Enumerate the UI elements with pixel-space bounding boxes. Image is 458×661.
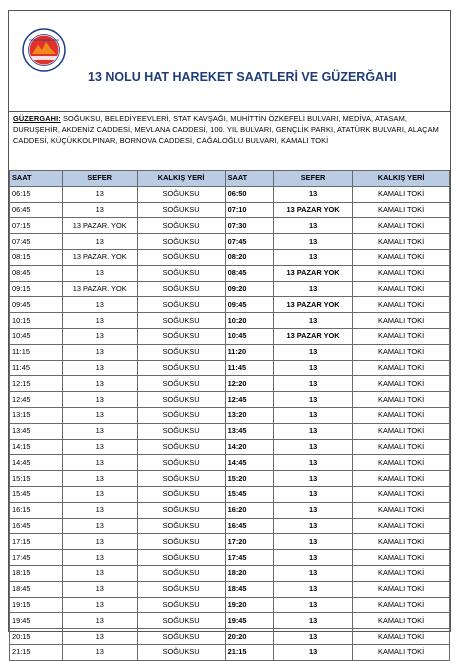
origin-kamali-toki: KAMALI TOKİ <box>353 234 450 250</box>
origin-soguksu: SOĞUKSU <box>137 581 225 597</box>
origin-soguksu: SOĞUKSU <box>137 439 225 455</box>
departure-time-kamali-toki: 09:45 <box>225 297 273 313</box>
table-row <box>10 518 450 534</box>
table-row <box>10 455 450 471</box>
origin-kamali-toki: KAMALI TOKİ <box>353 471 450 487</box>
origin-soguksu: SOĞUKSU <box>137 423 225 439</box>
origin-kamali-toki: KAMALI TOKİ <box>353 439 450 455</box>
trip-soguksu: 13 <box>62 502 137 518</box>
origin-kamali-toki: KAMALI TOKİ <box>353 202 450 218</box>
trip-soguksu: 13 <box>62 613 137 629</box>
departure-time-kamali-toki: 14:45 <box>225 455 273 471</box>
departure-time-soguksu: 21:15 <box>10 644 63 660</box>
departure-time-soguksu: 07:15 <box>10 218 63 234</box>
departure-time-soguksu: 17:45 <box>10 550 63 566</box>
origin-soguksu: SOĞUKSU <box>137 313 225 329</box>
trip-soguksu: 13 <box>62 486 137 502</box>
header-saat-2: SAAT <box>225 171 273 187</box>
trip-soguksu: 13 PAZAR. YOK <box>62 249 137 265</box>
trip-kamali-toki: 13 <box>273 439 352 455</box>
departure-time-kamali-toki: 20:20 <box>225 629 273 645</box>
trip-kamali-toki: 13 <box>273 281 352 297</box>
trip-kamali-toki: 13 <box>273 376 352 392</box>
departure-time-soguksu: 19:15 <box>10 597 63 613</box>
trip-kamali-toki: 13 PAZAR YOK <box>273 297 352 313</box>
origin-kamali-toki: KAMALI TOKİ <box>353 249 450 265</box>
origin-soguksu: SOĞUKSU <box>137 281 225 297</box>
page-title: 13 NOLU HAT HAREKET SAATLERİ VE GÜZERĞAHI <box>88 70 397 84</box>
departure-time-kamali-toki: 12:20 <box>225 376 273 392</box>
departure-time-kamali-toki: 17:45 <box>225 550 273 566</box>
departure-time-soguksu: 08:45 <box>10 265 63 281</box>
departure-time-soguksu: 17:15 <box>10 534 63 550</box>
table-row <box>10 565 450 581</box>
departure-time-kamali-toki: 15:45 <box>225 486 273 502</box>
departure-time-kamali-toki: 08:45 <box>225 265 273 281</box>
table-row <box>10 550 450 566</box>
table-row <box>10 502 450 518</box>
trip-kamali-toki: 13 <box>273 186 352 202</box>
trip-soguksu: 13 <box>62 360 137 376</box>
trip-kamali-toki: 13 <box>273 613 352 629</box>
origin-soguksu: SOĞUKSU <box>137 202 225 218</box>
departure-time-soguksu: 16:15 <box>10 502 63 518</box>
departure-time-kamali-toki: 12:45 <box>225 392 273 408</box>
trip-kamali-toki: 13 PAZAR YOK <box>273 202 352 218</box>
table-row <box>10 328 450 344</box>
header-kalkis-2: KALKIŞ YERİ <box>353 171 450 187</box>
trip-soguksu: 13 <box>62 313 137 329</box>
trip-kamali-toki: 13 <box>273 629 352 645</box>
trip-kamali-toki: 13 <box>273 249 352 265</box>
trip-soguksu: 13 <box>62 297 137 313</box>
table-row <box>10 297 450 313</box>
trip-kamali-toki: 13 <box>273 313 352 329</box>
origin-soguksu: SOĞUKSU <box>137 218 225 234</box>
trip-kamali-toki: 13 <box>273 360 352 376</box>
trip-soguksu: 13 <box>62 439 137 455</box>
trip-kamali-toki: 13 <box>273 407 352 423</box>
origin-kamali-toki: KAMALI TOKİ <box>353 328 450 344</box>
origin-soguksu: SOĞUKSU <box>137 565 225 581</box>
departure-time-kamali-toki: 13:20 <box>225 407 273 423</box>
trip-kamali-toki: 13 <box>273 550 352 566</box>
origin-kamali-toki: KAMALI TOKİ <box>353 407 450 423</box>
trip-soguksu: 13 <box>62 629 137 645</box>
departure-time-soguksu: 15:15 <box>10 471 63 487</box>
route-stops: SOĞUKSU, BELEDİYEEVLERİ, STAT KAVŞAĞI, MUHİTTİN ÖZKEFELİ BULVARI, MEDİVA, ATASAM, DURUŞEHİR, AKDENİZ CADDESİ, MEVLANA CADDESİ, 100. YIL BULVARI, GENÇLİK PARKI, ATATÜRK BULVARI, ALAÇAM CADDESİ, KÜÇÜKKOLPINAR, BORNOVA CADDESİ, CAĞALOĞLU BULVARI, KAMALI TOKİ <box>13 114 439 145</box>
origin-soguksu: SOĞUKSU <box>137 534 225 550</box>
header-saat-1: SAAT <box>10 171 63 187</box>
header-sefer-1: SEFER <box>62 171 137 187</box>
departure-time-kamali-toki: 19:20 <box>225 597 273 613</box>
departure-time-soguksu: 10:45 <box>10 328 63 344</box>
origin-kamali-toki: KAMALI TOKİ <box>353 360 450 376</box>
trip-soguksu: 13 <box>62 550 137 566</box>
origin-soguksu: SOĞUKSU <box>137 518 225 534</box>
departure-time-soguksu: 09:15 <box>10 281 63 297</box>
table-row <box>10 281 450 297</box>
departure-time-soguksu: 16:45 <box>10 518 63 534</box>
origin-soguksu: SOĞUKSU <box>137 471 225 487</box>
origin-soguksu: SOĞUKSU <box>137 455 225 471</box>
departure-time-soguksu: 14:15 <box>10 439 63 455</box>
departure-time-kamali-toki: 07:45 <box>225 234 273 250</box>
origin-soguksu: SOĞUKSU <box>137 597 225 613</box>
trip-soguksu: 13 <box>62 565 137 581</box>
origin-kamali-toki: KAMALI TOKİ <box>353 313 450 329</box>
departure-time-soguksu: 15:45 <box>10 486 63 502</box>
origin-soguksu: SOĞUKSU <box>137 629 225 645</box>
municipality-seal-icon <box>22 28 66 72</box>
departure-time-kamali-toki: 07:10 <box>225 202 273 218</box>
departure-time-soguksu: 06:15 <box>10 186 63 202</box>
departure-time-kamali-toki: 13:45 <box>225 423 273 439</box>
departure-time-kamali-toki: 11:45 <box>225 360 273 376</box>
trip-soguksu: 13 <box>62 186 137 202</box>
route-label: GÜZERGAHI: <box>13 114 61 123</box>
table-row <box>10 471 450 487</box>
origin-kamali-toki: KAMALI TOKİ <box>353 376 450 392</box>
trip-kamali-toki: 13 <box>273 392 352 408</box>
departure-time-kamali-toki: 16:20 <box>225 502 273 518</box>
departure-time-kamali-toki: 15:20 <box>225 471 273 487</box>
origin-soguksu: SOĞUKSU <box>137 407 225 423</box>
origin-kamali-toki: KAMALI TOKİ <box>353 486 450 502</box>
departure-time-kamali-toki: 19:45 <box>225 613 273 629</box>
table-row <box>10 218 450 234</box>
origin-soguksu: SOĞUKSU <box>137 613 225 629</box>
trip-soguksu: 13 PAZAR. YOK <box>62 281 137 297</box>
departure-time-soguksu: 19:45 <box>10 613 63 629</box>
departure-time-kamali-toki: 21:15 <box>225 644 273 660</box>
departure-time-soguksu: 12:15 <box>10 376 63 392</box>
trip-soguksu: 13 PAZAR. YOK <box>62 218 137 234</box>
departure-time-kamali-toki: 08:20 <box>225 249 273 265</box>
origin-kamali-toki: KAMALI TOKİ <box>353 502 450 518</box>
trip-soguksu: 13 <box>62 392 137 408</box>
header-kalkis-1: KALKIŞ YERİ <box>137 171 225 187</box>
origin-kamali-toki: KAMALI TOKİ <box>353 644 450 660</box>
origin-kamali-toki: KAMALI TOKİ <box>353 565 450 581</box>
table-row <box>10 344 450 360</box>
trip-kamali-toki: 13 <box>273 502 352 518</box>
departure-time-kamali-toki: 09:20 <box>225 281 273 297</box>
departure-time-soguksu: 06:45 <box>10 202 63 218</box>
departure-time-kamali-toki: 06:50 <box>225 186 273 202</box>
table-row <box>10 186 450 202</box>
origin-kamali-toki: KAMALI TOKİ <box>353 392 450 408</box>
table-row <box>10 202 450 218</box>
origin-soguksu: SOĞUKSU <box>137 376 225 392</box>
origin-kamali-toki: KAMALI TOKİ <box>353 423 450 439</box>
departure-time-soguksu: 13:15 <box>10 407 63 423</box>
trip-kamali-toki: 13 <box>273 344 352 360</box>
departure-time-kamali-toki: 17:20 <box>225 534 273 550</box>
departure-time-kamali-toki: 10:45 <box>225 328 273 344</box>
trip-soguksu: 13 <box>62 328 137 344</box>
origin-soguksu: SOĞUKSU <box>137 486 225 502</box>
trip-kamali-toki: 13 <box>273 565 352 581</box>
departure-time-soguksu: 18:15 <box>10 565 63 581</box>
departure-time-kamali-toki: 18:45 <box>225 581 273 597</box>
departure-time-soguksu: 08:15 <box>10 249 63 265</box>
origin-kamali-toki: KAMALI TOKİ <box>353 218 450 234</box>
origin-soguksu: SOĞUKSU <box>137 297 225 313</box>
table-row <box>10 234 450 250</box>
origin-kamali-toki: KAMALI TOKİ <box>353 597 450 613</box>
header-sefer-2: SEFER <box>273 171 352 187</box>
origin-soguksu: SOĞUKSU <box>137 344 225 360</box>
schedule-table <box>9 170 450 661</box>
trip-kamali-toki: 13 <box>273 218 352 234</box>
departure-time-soguksu: 11:15 <box>10 344 63 360</box>
origin-kamali-toki: KAMALI TOKİ <box>353 455 450 471</box>
trip-kamali-toki: 13 <box>273 455 352 471</box>
trip-soguksu: 13 <box>62 202 137 218</box>
trip-kamali-toki: 13 <box>273 644 352 660</box>
departure-time-soguksu: 11:45 <box>10 360 63 376</box>
trip-soguksu: 13 <box>62 581 137 597</box>
origin-kamali-toki: KAMALI TOKİ <box>353 281 450 297</box>
departure-time-soguksu: 10:15 <box>10 313 63 329</box>
origin-soguksu: SOĞUKSU <box>137 502 225 518</box>
trip-kamali-toki: 13 <box>273 423 352 439</box>
departure-time-soguksu: 09:45 <box>10 297 63 313</box>
origin-kamali-toki: KAMALI TOKİ <box>353 518 450 534</box>
trip-soguksu: 13 <box>62 423 137 439</box>
departure-time-kamali-toki: 10:20 <box>225 313 273 329</box>
table-row <box>10 376 450 392</box>
origin-soguksu: SOĞUKSU <box>137 644 225 660</box>
trip-soguksu: 13 <box>62 407 137 423</box>
trip-soguksu: 13 <box>62 376 137 392</box>
origin-soguksu: SOĞUKSU <box>137 392 225 408</box>
trip-kamali-toki: 13 PAZAR YOK <box>273 328 352 344</box>
trip-kamali-toki: 13 <box>273 534 352 550</box>
departure-time-kamali-toki: 18:20 <box>225 565 273 581</box>
trip-soguksu: 13 <box>62 471 137 487</box>
table-row <box>10 423 450 439</box>
trip-soguksu: 13 <box>62 534 137 550</box>
origin-soguksu: SOĞUKSU <box>137 186 225 202</box>
trip-soguksu: 13 <box>62 644 137 660</box>
table-row <box>10 486 450 502</box>
departure-time-soguksu: 20:15 <box>10 629 63 645</box>
trip-kamali-toki: 13 <box>273 234 352 250</box>
schedule-header-row <box>10 171 450 187</box>
trip-kamali-toki: 13 <box>273 597 352 613</box>
origin-soguksu: SOĞUKSU <box>137 328 225 344</box>
trip-kamali-toki: 13 <box>273 486 352 502</box>
trip-kamali-toki: 13 <box>273 471 352 487</box>
departure-time-soguksu: 18:45 <box>10 581 63 597</box>
trip-soguksu: 13 <box>62 265 137 281</box>
departure-time-soguksu: 13:45 <box>10 423 63 439</box>
origin-kamali-toki: KAMALI TOKİ <box>353 550 450 566</box>
trip-soguksu: 13 <box>62 518 137 534</box>
origin-kamali-toki: KAMALI TOKİ <box>353 613 450 629</box>
departure-time-soguksu: 12:45 <box>10 392 63 408</box>
trip-kamali-toki: 13 <box>273 581 352 597</box>
table-row <box>10 534 450 550</box>
table-row <box>10 629 450 645</box>
origin-kamali-toki: KAMALI TOKİ <box>353 265 450 281</box>
table-row <box>10 439 450 455</box>
table-row <box>10 597 450 613</box>
origin-kamali-toki: KAMALI TOKİ <box>353 344 450 360</box>
trip-soguksu: 13 <box>62 234 137 250</box>
table-row <box>10 265 450 281</box>
departure-time-kamali-toki: 16:45 <box>225 518 273 534</box>
departure-time-kamali-toki: 14:20 <box>225 439 273 455</box>
table-row <box>10 407 450 423</box>
origin-kamali-toki: KAMALI TOKİ <box>353 186 450 202</box>
route-description <box>9 111 450 167</box>
trip-soguksu: 13 <box>62 455 137 471</box>
trip-kamali-toki: 13 PAZAR YOK <box>273 265 352 281</box>
departure-time-soguksu: 14:45 <box>10 455 63 471</box>
trip-soguksu: 13 <box>62 344 137 360</box>
origin-soguksu: SOĞUKSU <box>137 360 225 376</box>
origin-kamali-toki: KAMALI TOKİ <box>353 629 450 645</box>
departure-time-soguksu: 07:45 <box>10 234 63 250</box>
table-row <box>10 360 450 376</box>
table-row <box>10 644 450 660</box>
table-row <box>10 249 450 265</box>
table-row <box>10 392 450 408</box>
trip-soguksu: 13 <box>62 597 137 613</box>
departure-time-kamali-toki: 11:20 <box>225 344 273 360</box>
departure-time-kamali-toki: 07:30 <box>225 218 273 234</box>
origin-kamali-toki: KAMALI TOKİ <box>353 581 450 597</box>
seal-ring-text: ISPARTA BELEDİYESİ <box>28 38 60 42</box>
origin-soguksu: SOĞUKSU <box>137 550 225 566</box>
table-row <box>10 613 450 629</box>
origin-kamali-toki: KAMALI TOKİ <box>353 534 450 550</box>
origin-soguksu: SOĞUKSU <box>137 249 225 265</box>
origin-kamali-toki: KAMALI TOKİ <box>353 297 450 313</box>
trip-kamali-toki: 13 <box>273 518 352 534</box>
origin-soguksu: SOĞUKSU <box>137 234 225 250</box>
origin-soguksu: SOĞUKSU <box>137 265 225 281</box>
table-row <box>10 581 450 597</box>
table-row <box>10 313 450 329</box>
